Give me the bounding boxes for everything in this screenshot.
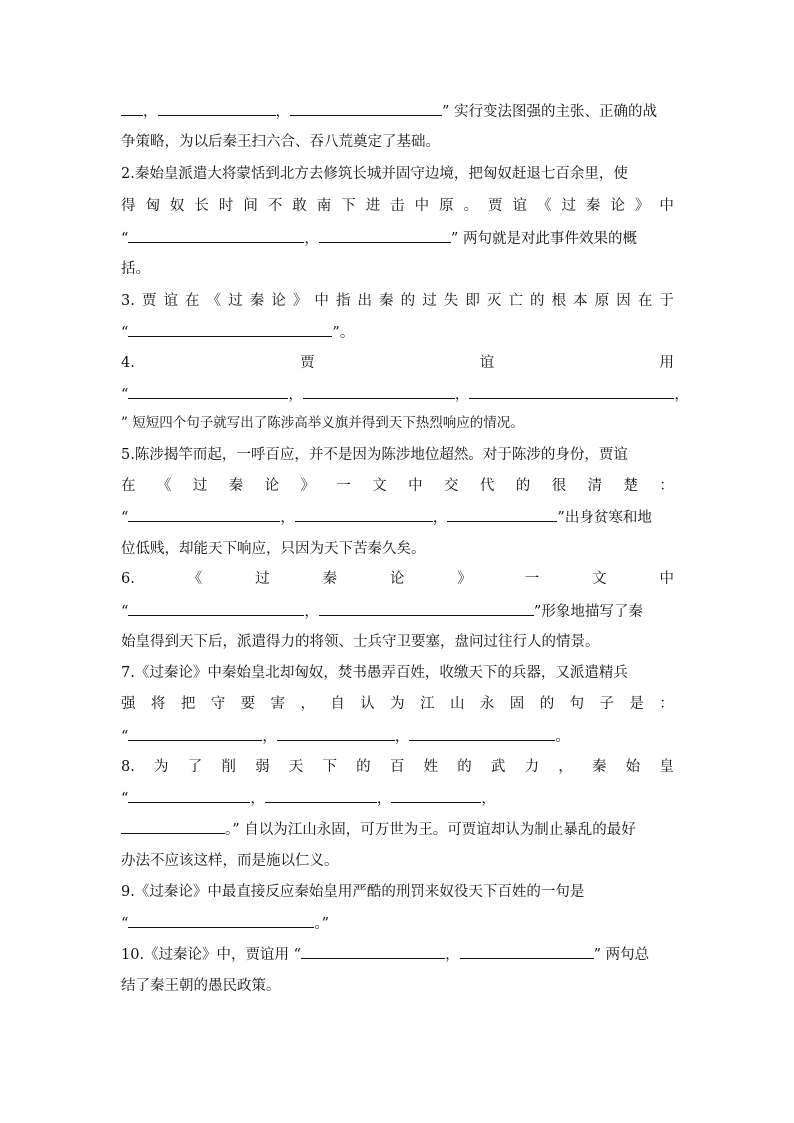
justified-char: 《 bbox=[187, 571, 203, 587]
justified-char: 下 bbox=[322, 759, 337, 775]
justified-char: 》 bbox=[634, 198, 650, 214]
justified-char: 为 bbox=[154, 759, 169, 775]
answer-blank[interactable] bbox=[121, 99, 143, 116]
justified-char: 秦 bbox=[585, 198, 601, 214]
justified-char: 楚 bbox=[623, 478, 638, 494]
q2-line-3: “ ， ” 两句就是对此事件效果的概 bbox=[121, 226, 674, 250]
justified-char: 用 bbox=[659, 355, 674, 371]
justified-char: 过 bbox=[192, 478, 208, 494]
q5-line-2 bbox=[121, 474, 674, 498]
justified-char: 3. bbox=[121, 293, 135, 309]
q7-line-2 bbox=[121, 692, 674, 716]
q2-line-4: 括。 bbox=[121, 261, 150, 277]
answer-blank[interactable] bbox=[391, 786, 481, 803]
justified-char: 把 bbox=[180, 696, 196, 712]
answer-blank[interactable] bbox=[128, 226, 304, 243]
answer-blank[interactable] bbox=[277, 724, 395, 741]
justified-char: 。 bbox=[463, 198, 479, 214]
answer-blank[interactable] bbox=[121, 817, 225, 834]
justified-char: 中 bbox=[314, 293, 329, 309]
justified-char: 很 bbox=[551, 478, 567, 494]
justified-char: 代 bbox=[479, 478, 495, 494]
justified-char: 一 bbox=[336, 478, 351, 494]
justified-char: 的 bbox=[400, 293, 416, 309]
justified-char: 匈 bbox=[145, 198, 160, 214]
justified-char: 姓 bbox=[423, 759, 439, 775]
justified-char: 了 bbox=[187, 759, 203, 775]
justified-char: 中 bbox=[414, 198, 430, 214]
justified-char: 不 bbox=[267, 198, 283, 214]
justified-char: 谊 bbox=[512, 198, 527, 214]
justified-char: 下 bbox=[341, 198, 356, 214]
q5-line-1: 5.陈涉揭竿而起，一呼百应，并不是因为陈涉地位超然。对于陈涉的身份，贾谊 bbox=[121, 447, 628, 463]
justified-char: 始 bbox=[625, 759, 641, 775]
justified-char: 原 bbox=[594, 293, 610, 309]
justified-char: 4. bbox=[121, 355, 135, 371]
answer-blank[interactable] bbox=[301, 942, 445, 959]
answer-blank[interactable] bbox=[128, 599, 304, 616]
justified-char: 》 bbox=[457, 571, 472, 587]
answer-blank[interactable] bbox=[128, 786, 250, 803]
justified-char: ， bbox=[300, 696, 315, 712]
justified-char: 于 bbox=[659, 293, 674, 309]
justified-char: 削 bbox=[221, 759, 236, 775]
justified-char: 过 bbox=[422, 293, 437, 309]
q4-line-3: ” 短短四个句子就写出了陈涉高举义旗并得到天下热烈响应的情况。 bbox=[121, 415, 524, 431]
answer-blank[interactable] bbox=[128, 724, 262, 741]
answer-blank[interactable] bbox=[460, 942, 594, 959]
q4-line-1 bbox=[121, 351, 674, 375]
justified-char: 交 bbox=[444, 478, 459, 494]
justified-char: 谊 bbox=[163, 293, 178, 309]
answer-blank[interactable] bbox=[303, 382, 455, 399]
justified-char: 6. bbox=[121, 571, 135, 587]
justified-char: 天 bbox=[288, 759, 304, 775]
justified-char: 》 bbox=[292, 293, 308, 309]
justified-char: 强 bbox=[121, 696, 136, 712]
justified-char: 百 bbox=[389, 759, 405, 775]
justified-char: 过 bbox=[561, 198, 576, 214]
justified-char: 贾 bbox=[141, 293, 157, 309]
justified-char: 的 bbox=[457, 759, 472, 775]
q4-line-2: “ ， ， ， bbox=[121, 382, 674, 406]
justified-char: 过 bbox=[255, 571, 270, 587]
justified-char: 得 bbox=[121, 198, 136, 214]
justified-char: 本 bbox=[573, 293, 588, 309]
justified-char: 论 bbox=[264, 478, 280, 494]
justified-char: 清 bbox=[587, 478, 603, 494]
justified-char: ， bbox=[558, 759, 573, 775]
justified-char: 中 bbox=[659, 571, 674, 587]
justified-char: 失 bbox=[443, 293, 459, 309]
answer-blank[interactable] bbox=[295, 505, 433, 522]
justified-char: 出 bbox=[357, 293, 373, 309]
q3-line-1 bbox=[121, 289, 674, 313]
justified-char: 弱 bbox=[255, 759, 270, 775]
justified-char: 论 bbox=[610, 198, 625, 214]
justified-char: 自 bbox=[330, 696, 345, 712]
justified-char: 的 bbox=[530, 293, 545, 309]
justified-char: 南 bbox=[316, 198, 332, 214]
justified-char: 间 bbox=[243, 198, 258, 214]
justified-char: 论 bbox=[271, 293, 286, 309]
answer-blank[interactable] bbox=[469, 382, 674, 399]
justified-char: 秦 bbox=[322, 571, 338, 587]
justified-char: 子 bbox=[599, 696, 614, 712]
justified-char: 害 bbox=[270, 696, 286, 712]
answer-blank[interactable] bbox=[409, 724, 555, 741]
q6-line-3: 始皇得到天下后，派遣得力的将领、士兵守卫要塞，盘问过往行人的情景。 bbox=[121, 634, 600, 650]
q8-line-4: 办法不应该这样，而是施以仁义。 bbox=[121, 853, 339, 869]
justified-char: 贾 bbox=[488, 198, 503, 214]
justified-char: 守 bbox=[210, 696, 226, 712]
justified-char: 奴 bbox=[169, 198, 185, 214]
justified-char: 》 bbox=[300, 478, 315, 494]
answer-blank[interactable] bbox=[128, 505, 280, 522]
justified-char: 过 bbox=[228, 293, 243, 309]
q8-line-2: “ ， ， ， bbox=[121, 786, 674, 810]
answer-blank[interactable] bbox=[128, 911, 314, 928]
justified-char: ： bbox=[659, 478, 674, 494]
q7-line-1: 7.《过秦论》中秦始皇北却匈奴，焚书愚弄百姓，收缴天下的兵器，又派遣精兵 bbox=[121, 665, 628, 681]
justified-char: 在 bbox=[121, 478, 136, 494]
justified-char: 中 bbox=[659, 198, 674, 214]
justified-char: 江 bbox=[420, 696, 435, 712]
justified-char: 的 bbox=[515, 478, 531, 494]
answer-blank[interactable] bbox=[128, 320, 332, 337]
justified-char: 谊 bbox=[479, 355, 495, 371]
justified-char: 灭 bbox=[486, 293, 502, 309]
justified-char: 敢 bbox=[292, 198, 307, 214]
q1-line-1: ， ， ” 实行变法图强的主张、正确的战 bbox=[121, 99, 674, 123]
justified-char: 秦 bbox=[591, 759, 607, 775]
justified-char: 要 bbox=[240, 696, 256, 712]
justified-char: 一 bbox=[524, 571, 540, 587]
answer-blank[interactable] bbox=[319, 226, 451, 243]
q3-line-2: “ ”。 bbox=[121, 320, 674, 344]
justified-char: 《 bbox=[206, 293, 222, 309]
justified-char: 原 bbox=[439, 198, 454, 214]
justified-char: ： bbox=[659, 696, 674, 712]
justified-char: 的 bbox=[539, 696, 555, 712]
justified-char: 根 bbox=[551, 293, 567, 309]
q6-line-2: “ ， ”形象地描写了秦 bbox=[121, 599, 674, 623]
q8-line-3: 。” 自以为江山永固，可万世为王。可贾谊却认为制止暴乱的最好 bbox=[121, 817, 674, 841]
q10-line-1: 10.《过秦论》中，贾谊用 “ ， ” 两句总 bbox=[121, 942, 674, 966]
q1-line-2: 争策略，为以后秦王扫六合、吞八荒奠定了基础。 bbox=[121, 134, 440, 150]
justified-char: 亡 bbox=[508, 293, 523, 309]
justified-char: 永 bbox=[479, 696, 495, 712]
justified-char: 8. bbox=[121, 759, 135, 775]
justified-char: 中 bbox=[408, 478, 423, 494]
justified-char: 《 bbox=[536, 198, 552, 214]
justified-char: 固 bbox=[509, 696, 525, 712]
q5-line-3: “ ， ， ”出身贫寒和地 bbox=[121, 505, 674, 529]
q2-line-1: 2.秦始皇派遣大将蒙恬到北方去修筑长城并固守边境，把匈奴赶退七百余里，使 bbox=[121, 166, 628, 182]
q10-line-2: 结了秦王朝的愚民政策。 bbox=[121, 978, 281, 994]
justified-char: 为 bbox=[390, 696, 405, 712]
answer-blank[interactable] bbox=[158, 99, 276, 116]
answer-blank[interactable] bbox=[128, 382, 288, 399]
justified-char: 认 bbox=[360, 696, 375, 712]
justified-char: 力 bbox=[524, 759, 540, 775]
answer-blank[interactable] bbox=[447, 505, 557, 522]
justified-char: 长 bbox=[194, 198, 209, 214]
justified-char: 的 bbox=[356, 759, 371, 775]
justified-char: 山 bbox=[449, 696, 465, 712]
justified-char: 句 bbox=[569, 696, 585, 712]
justified-char: 指 bbox=[335, 293, 351, 309]
justified-char: 秦 bbox=[249, 293, 265, 309]
justified-char: 是 bbox=[629, 696, 644, 712]
justified-char: 时 bbox=[218, 198, 234, 214]
justified-char: 在 bbox=[185, 293, 200, 309]
justified-char: 秦 bbox=[379, 293, 394, 309]
justified-char: 皇 bbox=[659, 759, 674, 775]
q9-line-1: 9.《过秦论》中最直接反应秦始皇用严酷的刑罚来奴役天下百姓的一句是 bbox=[121, 884, 585, 900]
q9-line-2: “ 。” bbox=[121, 911, 674, 935]
justified-char: 武 bbox=[490, 759, 506, 775]
justified-char: 文 bbox=[372, 478, 387, 494]
q8-line-1 bbox=[121, 755, 674, 779]
answer-blank[interactable] bbox=[290, 99, 442, 116]
answer-blank[interactable] bbox=[265, 786, 377, 803]
justified-char: 进 bbox=[365, 198, 381, 214]
justified-char: 即 bbox=[465, 293, 480, 309]
justified-char: 贾 bbox=[300, 355, 315, 371]
answer-blank[interactable] bbox=[319, 599, 534, 616]
q5-line-4: 位低贱，却能天下响应，只因为天下苦秦久矣。 bbox=[121, 541, 426, 557]
justified-char: 秦 bbox=[228, 478, 244, 494]
justified-char: 文 bbox=[592, 571, 607, 587]
justified-char: 论 bbox=[389, 571, 405, 587]
q6-line-1 bbox=[121, 567, 674, 591]
justified-char: 因 bbox=[616, 293, 631, 309]
justified-char: 《 bbox=[156, 478, 172, 494]
q7-line-3: “ ， ， 。 bbox=[121, 724, 674, 748]
q2-line-2 bbox=[121, 194, 674, 218]
justified-char: 在 bbox=[637, 293, 653, 309]
justified-char: 将 bbox=[150, 696, 166, 712]
justified-char: 击 bbox=[390, 198, 405, 214]
